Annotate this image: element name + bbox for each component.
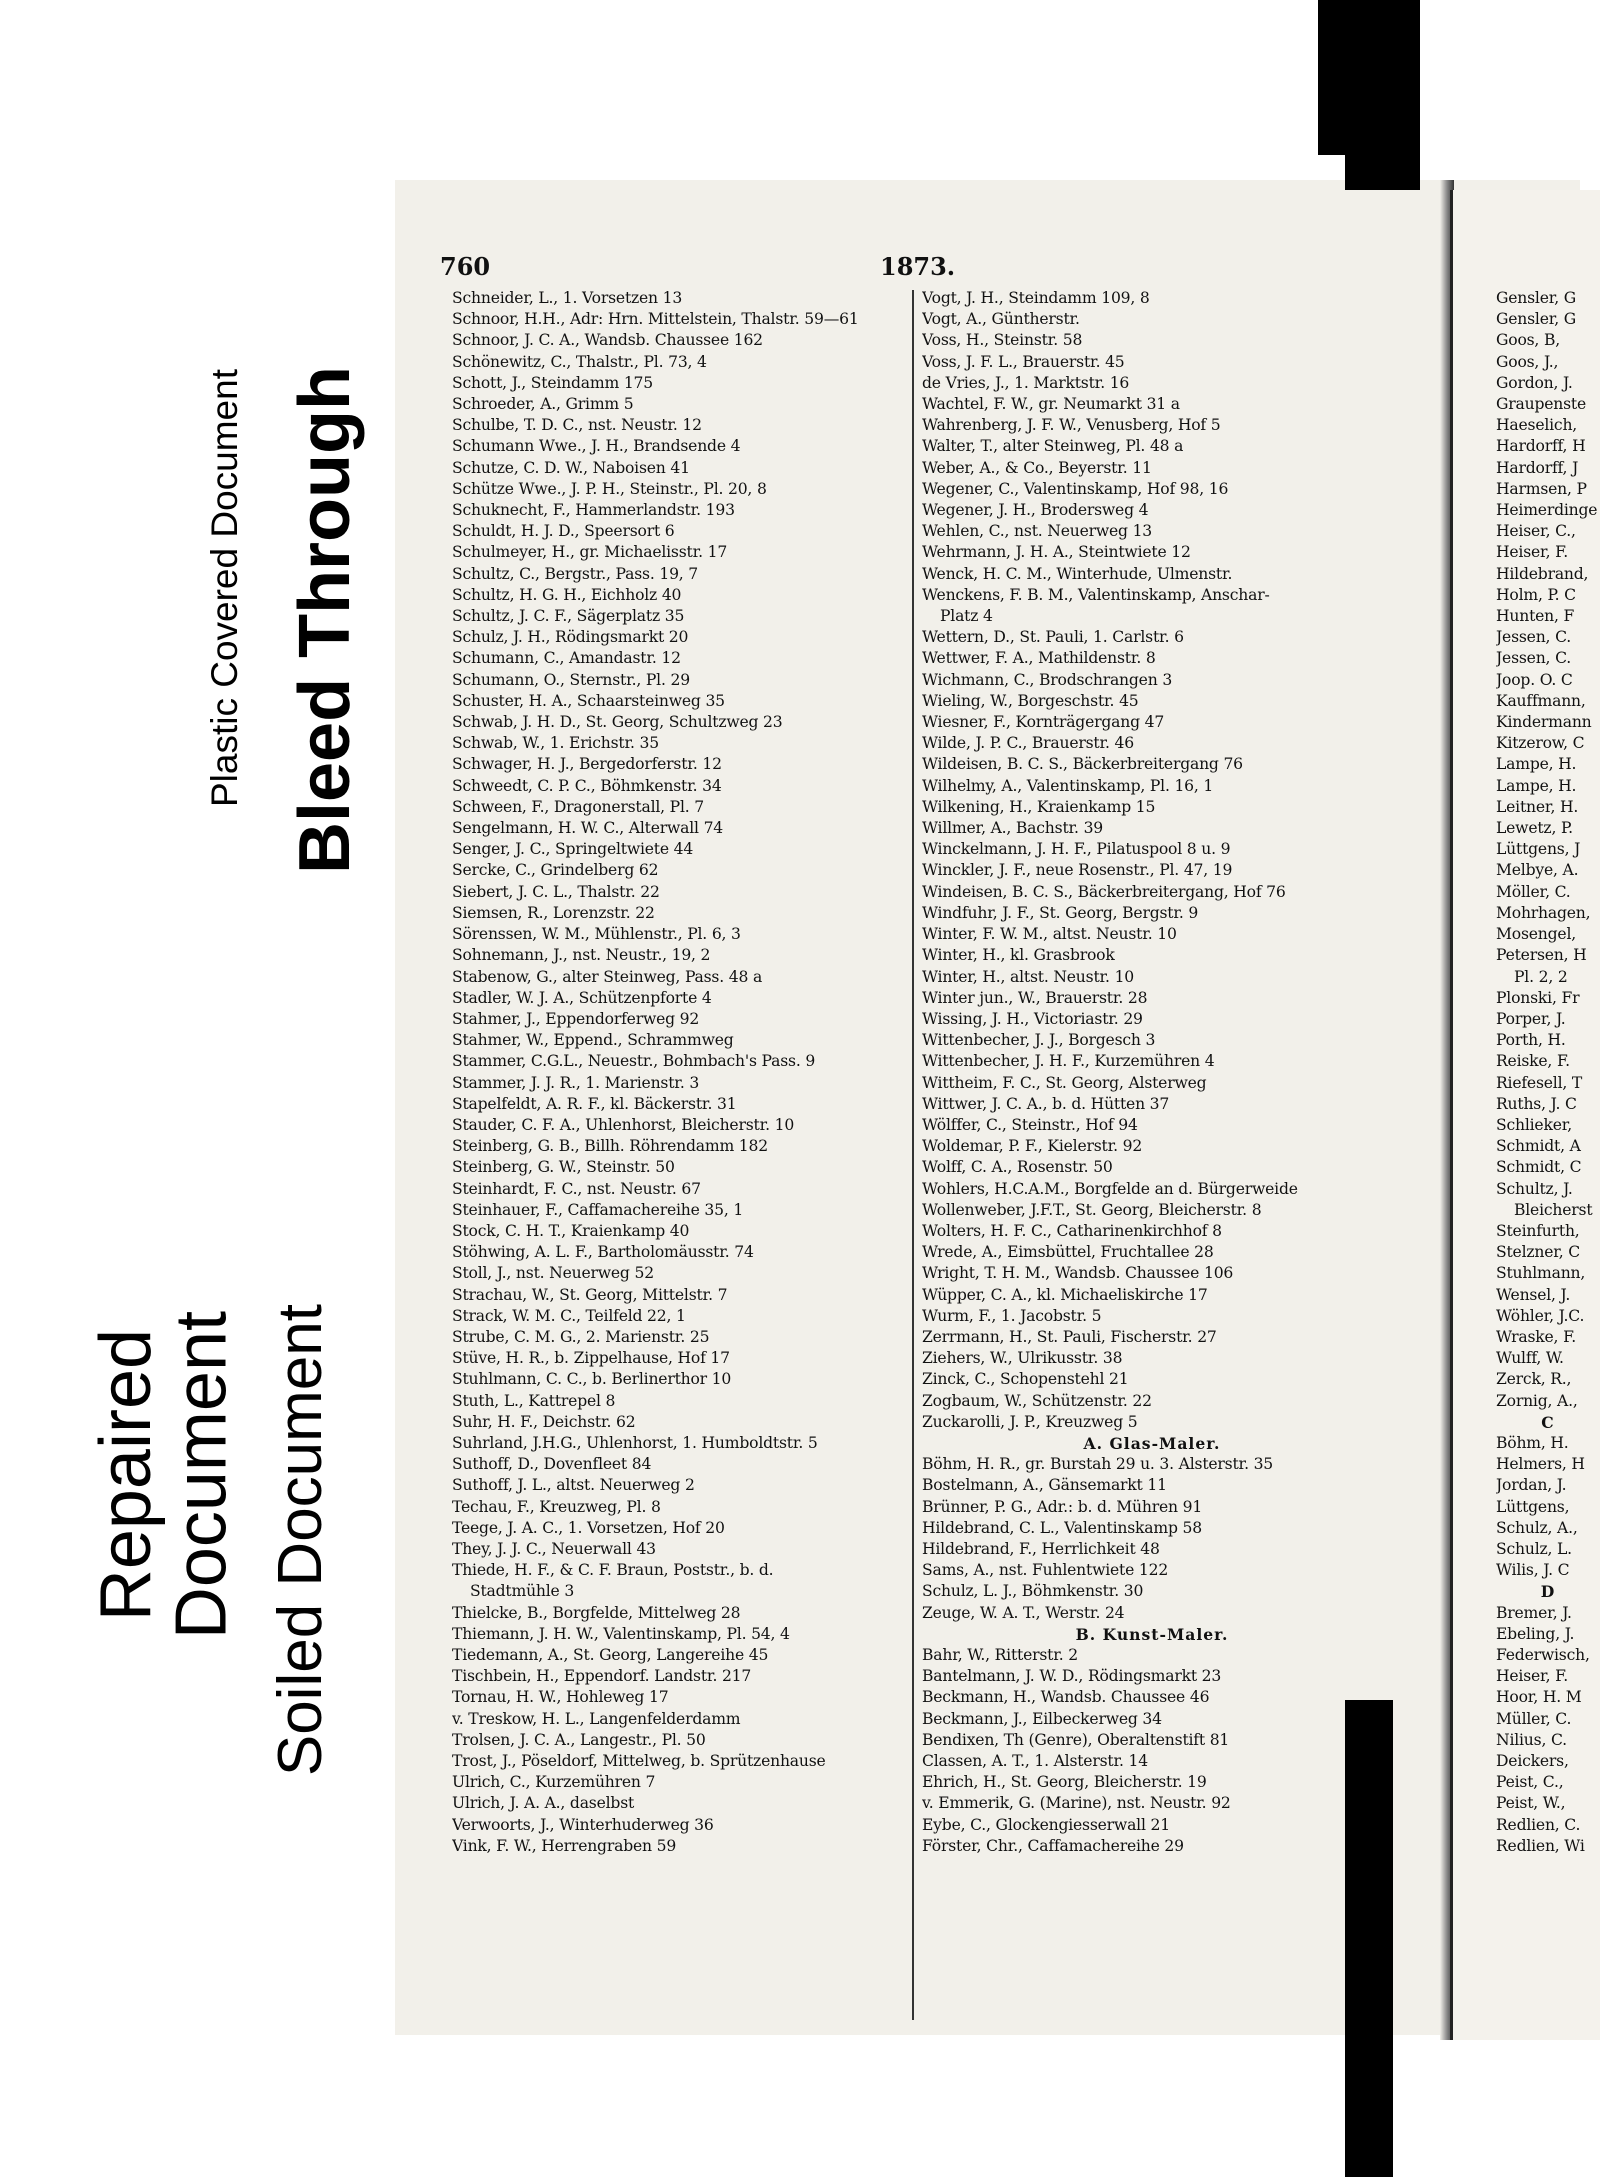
directory-entry: Wulff, W. xyxy=(1496,1349,1564,1368)
directory-entry: Zornig, A., xyxy=(1496,1391,1578,1410)
directory-entry: Böhm, H. R., gr. Burstah 29 u. 3. Alsterstr. 35 xyxy=(922,1455,1274,1474)
directory-entry-continuation: Bleicherst xyxy=(1514,1200,1593,1219)
directory-entry: Ziehers, W., Ulrikusstr. 38 xyxy=(922,1349,1123,1368)
directory-entry: Stuth, L., Kattrepel 8 xyxy=(452,1391,616,1410)
directory-entry: Stammer, C.G.L., Neuestr., Bohmbach's Pass. 9 xyxy=(452,1052,816,1071)
directory-entry: Hildebrand, F., Herrlichkeit 48 xyxy=(922,1539,1160,1558)
directory-entry: Zogbaum, W., Schützenstr. 22 xyxy=(922,1391,1152,1410)
directory-entry: Trolsen, J. C. A., Langestr., Pl. 50 xyxy=(452,1730,706,1749)
directory-entry-continuation: Stadtmühle 3 xyxy=(470,1582,575,1601)
directory-entry: Suhr, H. F., Deichstr. 62 xyxy=(452,1412,636,1431)
directory-entry: Schütze Wwe., J. P. H., Steinstr., Pl. 20, 8 xyxy=(452,479,767,498)
directory-entry: Stelzner, C xyxy=(1496,1243,1581,1262)
label-repaired-line2: Document xyxy=(162,1310,242,1640)
directory-entry: Redlien, C. xyxy=(1496,1815,1581,1834)
directory-entry: Stöhwing, A. L. F., Bartholomäusstr. 74 xyxy=(452,1243,754,1262)
directory-entry: Zuckarolli, J. P., Kreuzweg 5 xyxy=(922,1412,1138,1431)
directory-entry: Sercke, C., Grindelberg 62 xyxy=(452,861,659,880)
directory-entry: Wrede, A., Eimsbüttel, Fruchtallee 28 xyxy=(922,1243,1214,1262)
directory-entry: Wettern, D., St. Pauli, 1. Carlstr. 6 xyxy=(922,628,1184,647)
directory-entry: Stammer, J. J. R., 1. Marienstr. 3 xyxy=(452,1073,700,1092)
directory-entry: Wachtel, F. W., gr. Neumarkt 31 a xyxy=(922,395,1180,414)
directory-entry: Schlieker, xyxy=(1496,1115,1573,1134)
directory-entry: Wieling, W., Borgeschstr. 45 xyxy=(922,691,1139,710)
page-header xyxy=(440,252,1320,284)
directory-entry: Heimerdinge xyxy=(1496,501,1598,520)
directory-entry: Heiser, C., xyxy=(1496,522,1576,541)
directory-entry: Stuhlmann, C. C., b. Berlinerthor 10 xyxy=(452,1370,732,1389)
directory-entry: Leitner, H. xyxy=(1496,797,1579,816)
directory-entry: Winckler, J. F., neue Rosenstr., Pl. 47, 19 xyxy=(922,861,1233,880)
section-heading: C xyxy=(1541,1412,1555,1432)
directory-entry: Wegener, J. H., Brodersweg 4 xyxy=(922,501,1149,520)
directory-entry: Schuldt, H. J. D., Speersort 6 xyxy=(452,522,675,541)
directory-entry: Kauffmann, xyxy=(1496,691,1586,710)
directory-entry: Steinhardt, F. C., nst. Neustr. 67 xyxy=(452,1179,701,1198)
directory-entry: Joop. O. C xyxy=(1496,670,1573,689)
directory-entry: Senger, J. C., Springeltwiete 44 xyxy=(452,840,694,859)
directory-entry: Stabenow, G., alter Steinweg, Pass. 48 a xyxy=(452,967,763,986)
directory-entry: Wolff, C. A., Rosenstr. 50 xyxy=(922,1158,1113,1177)
directory-entry: Schumann, C., Amandastr. 12 xyxy=(452,649,681,668)
directory-entry: Siebert, J. C. L., Thalstr. 22 xyxy=(452,882,660,901)
directory-entry: Mosengel, xyxy=(1496,925,1576,944)
directory-entry: Ebeling, J. xyxy=(1496,1624,1575,1643)
scan-bar-right-top xyxy=(1345,0,1420,190)
directory-entry: Wichmann, C., Brodschrangen 3 xyxy=(922,670,1173,689)
directory-entry: Hildebrand, C. L., Valentinskamp 58 xyxy=(922,1518,1202,1537)
directory-entry: Zerck, R., xyxy=(1496,1370,1572,1389)
directory-entry: Bendixen, Th (Genre), Oberaltenstift 81 xyxy=(922,1730,1230,1749)
directory-entry: Schumann, O., Sternstr., Pl. 29 xyxy=(452,670,690,689)
directory-entry: Wilde, J. P. C., Brauerstr. 46 xyxy=(922,734,1134,753)
directory-entry: Tiedemann, A., St. Georg, Langereihe 45 xyxy=(452,1646,769,1664)
directory-entry: Winter, H., kl. Grasbrook xyxy=(922,946,1115,965)
directory-entry: Suthoff, D., Dovenfleet 84 xyxy=(452,1455,652,1474)
directory-entry: Teege, J. A. C., 1. Vorsetzen, Hof 20 xyxy=(452,1518,725,1537)
directory-entry: Thiemann, J. H. W., Valentinskamp, Pl. 54, 4 xyxy=(452,1624,790,1643)
directory-entry: Lampe, H. xyxy=(1496,776,1577,795)
directory-entry: Schweedt, C. P. C., Böhmkenstr. 34 xyxy=(452,776,722,795)
directory-entry: Schroeder, A., Grimm 5 xyxy=(452,395,634,414)
directory-entry: Wiesner, F., Kornträgergang 47 xyxy=(922,713,1165,732)
directory-entry: Hardorff, J xyxy=(1496,458,1579,477)
directory-entry: Schulmeyer, H., gr. Michaelisstr. 17 xyxy=(452,543,728,562)
directory-entry: Stahmer, W., Eppend., Schrammweg xyxy=(452,1031,734,1050)
directory-entry: Brünner, P. G., Adr.: b. d. Mühren 91 xyxy=(922,1497,1203,1516)
label-bleed-text: Bleed Through xyxy=(285,366,365,874)
directory-entry: Schott, J., Steindamm 175 xyxy=(452,373,653,392)
directory-entry: Bahr, W., Ritterstr. 2 xyxy=(922,1646,1079,1664)
directory-entry: Schulz, J. H., Rödingsmarkt 20 xyxy=(452,628,689,647)
directory-entry: Stüve, H. R., b. Zippelhause, Hof 17 xyxy=(452,1349,730,1368)
directory-entry: Mohrhagen, xyxy=(1496,903,1591,922)
directory-entry: Wilis, J. C xyxy=(1496,1561,1570,1580)
directory-entry: Schwager, H. J., Bergedorferstr. 12 xyxy=(452,755,722,774)
directory-entry: Lewetz, P. xyxy=(1496,819,1573,838)
directory-entry: Jordan, J. xyxy=(1496,1476,1567,1495)
directory-entry: Winter, H., altst. Neustr. 10 xyxy=(922,967,1135,986)
directory-entry: Schmidt, A xyxy=(1496,1137,1581,1156)
directory-entry: Helmers, H xyxy=(1496,1455,1585,1474)
directory-entry: Steinberg, G. B., Billh. Röhrendamm 182 xyxy=(452,1137,768,1156)
directory-entry: Bantelmann, J. W. D., Rödingsmarkt 23 xyxy=(922,1667,1222,1686)
directory-entry: Wahrenberg, J. F. W., Venusberg, Hof 5 xyxy=(922,416,1221,435)
section-heading: A. Glas-Maler. xyxy=(1083,1433,1221,1453)
directory-entry: Zerrmann, H., St. Pauli, Fischerstr. 27 xyxy=(922,1327,1217,1346)
directory-entry: Weber, A., & Co., Beyerstr. 11 xyxy=(922,458,1152,477)
directory-entry: Eybe, C., Glockengiesserwall 21 xyxy=(922,1815,1170,1834)
directory-entry: Wittheim, F. C., St. Georg, Alsterweg xyxy=(922,1073,1207,1092)
directory-entry: Strachau, W., St. Georg, Mittelstr. 7 xyxy=(452,1285,728,1304)
label-soiled-document xyxy=(250,1245,350,1835)
directory-entry: Schutze, C. D. W., Naboisen 41 xyxy=(452,458,690,477)
directory-entry: Steinberg, G. W., Steinstr. 50 xyxy=(452,1158,675,1177)
directory-entry: Wenckens, F. B. M., Valentinskamp, Anschar- xyxy=(922,585,1270,604)
directory-entry: Schultz, C., Bergstr., Pass. 19, 7 xyxy=(452,564,699,583)
directory-entry: Jessen, C. xyxy=(1496,628,1572,647)
directory-entry: Zinck, C., Schopenstehl 21 xyxy=(922,1370,1129,1389)
directory-entry: Lampe, H. xyxy=(1496,755,1577,774)
directory-entry: Steinhauer, F., Caffamachereihe 35, 1 xyxy=(452,1200,744,1219)
directory-entry: They, J. J. C., Neuerwall 43 xyxy=(452,1539,656,1558)
directory-entry: Wehrmann, J. H. A., Steintwiete 12 xyxy=(922,543,1191,562)
directory-entry: Wright, T. H. M., Wandsb. Chaussee 106 xyxy=(922,1264,1234,1283)
directory-entry: Hoor, H. M xyxy=(1496,1688,1582,1707)
directory-entry: Schuknecht, F., Hammerlandstr. 193 xyxy=(452,501,735,520)
directory-entry: Wöhler, J.C. xyxy=(1496,1306,1585,1325)
page-number: 760 xyxy=(440,252,491,281)
directory-entry: Bremer, J. xyxy=(1496,1603,1572,1622)
label-bleed-through xyxy=(270,330,380,910)
directory-entry: Voss, H., Steinstr. 58 xyxy=(922,331,1083,350)
directory-entry: Schuster, H. A., Schaarsteinweg 35 xyxy=(452,691,725,710)
directory-entry: Peist, W., xyxy=(1496,1794,1566,1813)
directory-entry: Winter, F. W. M., altst. Neustr. 10 xyxy=(922,925,1177,944)
directory-entry: Suhrland, J.H.G., Uhlenhorst, 1. Humboldtstr. 5 xyxy=(452,1433,818,1452)
directory-entry: Vogt, A., Güntherstr. xyxy=(922,310,1080,329)
directory-entry: Heiser, F. xyxy=(1496,1667,1569,1686)
directory-entry: Reiske, F. xyxy=(1496,1052,1570,1071)
directory-entry: Stock, C. H. T., Kraienkamp 40 xyxy=(452,1221,690,1240)
directory-entry: Schulz, L. xyxy=(1496,1539,1572,1558)
directory-entry: Federwisch, xyxy=(1496,1646,1590,1664)
directory-entry: Bostelmann, A., Gänsemarkt 11 xyxy=(922,1476,1167,1495)
directory-entry: Böhm, H. xyxy=(1496,1433,1569,1452)
directory-entry: Ulrich, J. A. A., daselbst xyxy=(452,1794,635,1813)
directory-entry: Sohnemann, J., nst. Neustr., 19, 2 xyxy=(452,946,711,965)
directory-entry: Gensler, G xyxy=(1496,310,1577,329)
directory-entry: Plonski, Fr xyxy=(1496,988,1580,1007)
directory-entry: Porth, H. xyxy=(1496,1031,1566,1050)
directory-entry: Wölffer, C., Steinstr., Hof 94 xyxy=(922,1115,1138,1134)
directory-entry: Techau, F., Kreuzweg, Pl. 8 xyxy=(452,1497,661,1516)
directory-entry: Kitzerow, C xyxy=(1496,734,1585,753)
directory-entry: Tornau, H. W., Hohleweg 17 xyxy=(452,1688,669,1707)
directory-entry: Jessen, C. xyxy=(1496,649,1572,668)
directory-entry: Stadler, W. J. A., Schützenpforte 4 xyxy=(452,988,712,1007)
directory-entry: Vink, F. W., Herrengraben 59 xyxy=(452,1836,677,1855)
section-heading: B. Kunst-Maler. xyxy=(1075,1624,1229,1644)
directory-entry: Petersen, H xyxy=(1496,946,1587,965)
directory-entry: Ehrich, H., St. Georg, Bleicherstr. 19 xyxy=(922,1773,1207,1792)
directory-entry: Schulbe, T. D. C., nst. Neustr. 12 xyxy=(452,416,702,435)
directory-entry: Gordon, J. xyxy=(1496,373,1573,392)
directory-entry: Heiser, F. xyxy=(1496,543,1569,562)
directory-entry: Redlien, Wi xyxy=(1496,1836,1585,1855)
directory-entry: Stahmer, J., Eppendorferweg 92 xyxy=(452,1009,700,1028)
directory-entry: Wensel, J. xyxy=(1496,1285,1571,1304)
directory-entry: Stuhlmann, xyxy=(1496,1264,1586,1283)
directory-entry-continuation: Platz 4 xyxy=(940,607,993,626)
directory-entry: Peist, C., xyxy=(1496,1773,1564,1792)
directory-entry: Wolters, H. F. C., Catharinenkirchhof 8 xyxy=(922,1221,1222,1240)
directory-entry: Graupenste xyxy=(1496,395,1587,414)
directory-entry: Sörenssen, W. M., Mühlenstr., Pl. 6, 3 xyxy=(452,925,741,944)
directory-entry: Windeisen, B. C. S., Bäckerbreitergang, Hof 76 xyxy=(922,882,1286,901)
directory-entry: Schnoor, H.H., Adr: Hrn. Mittelstein, Thalstr. 59—61 xyxy=(452,310,859,329)
directory-entry: de Vries, J., 1. Marktstr. 16 xyxy=(922,373,1130,392)
directory-entry: Hardorff, H xyxy=(1496,437,1586,456)
label-soiled-text: Soiled Document xyxy=(265,1303,335,1777)
directory-entry: Verwoorts, J., Winterhuderweg 36 xyxy=(452,1815,714,1834)
directory-entry: Ruths, J. C xyxy=(1496,1094,1577,1113)
directory-entry: Hildebrand, xyxy=(1496,564,1589,583)
directory-entry: Wissing, J. H., Victoriastr. 29 xyxy=(922,1009,1143,1028)
directory-entry: Windfuhr, J. F., St. Georg, Bergstr. 9 xyxy=(922,903,1199,922)
directory-entry: Lüttgens, J xyxy=(1496,840,1581,859)
directory-entry: Wüpper, C. A., kl. Michaeliskirche 17 xyxy=(922,1285,1208,1304)
directory-entry: Haeselich, xyxy=(1496,416,1578,435)
directory-entry: Beckmann, H., Wandsb. Chaussee 46 xyxy=(922,1688,1210,1707)
directory-entry: Sams, A., nst. Fuhlentwiete 122 xyxy=(922,1561,1169,1580)
directory-entry: Stapelfeldt, A. R. F., kl. Bäckerstr. 31 xyxy=(452,1094,737,1113)
directory-entry: Schwab, W., 1. Erichstr. 35 xyxy=(452,734,659,753)
directory-entry: Schmidt, C xyxy=(1496,1158,1582,1177)
directory-entry: Classen, A. T., 1. Alsterstr. 14 xyxy=(922,1752,1148,1771)
directory-entry: Wollenweber, J.F.T., St. Georg, Bleicherstr. 8 xyxy=(922,1200,1262,1219)
directory-entry: Porper, J. xyxy=(1496,1009,1566,1028)
directory-entry: Willmer, A., Bachstr. 39 xyxy=(922,819,1104,838)
label-repaired-text xyxy=(86,1310,242,1640)
directory-entry: Schwab, J. H. D., St. Georg, Schultzweg 23 xyxy=(452,713,783,732)
directory-entry: Beckmann, J., Eilbeckerweg 34 xyxy=(922,1709,1162,1728)
label-plastic-text: Plastic Covered Document xyxy=(204,368,245,808)
directory-entry: Schnoor, J. C. A., Wandsb. Chaussee 162 xyxy=(452,331,763,350)
directory-entry: Lüttgens, xyxy=(1496,1497,1570,1516)
directory-entry: Steinfurth, xyxy=(1496,1221,1580,1240)
directory-entry: Wurm, F., 1. Jacobstr. 5 xyxy=(922,1306,1102,1325)
directory-entry: Schönewitz, C., Thalstr., Pl. 73, 4 xyxy=(452,352,707,371)
directory-entry: Woldemar, P. F., Kielerstr. 92 xyxy=(922,1137,1143,1156)
directory-entry: Kindermann xyxy=(1496,713,1592,732)
directory-entry: Stauder, C. F. A., Uhlenhorst, Bleicherstr. 10 xyxy=(452,1115,795,1134)
label-repaired-line1: Repaired xyxy=(86,1328,167,1622)
directory-entry: Thielcke, B., Borgfelde, Mittelweg 28 xyxy=(452,1603,741,1622)
directory-entry: Wegener, C., Valentinskamp, Hof 98, 16 xyxy=(922,479,1229,498)
directory-entry: Voss, J. F. L., Brauerstr. 45 xyxy=(922,352,1125,371)
directory-entry: Suthoff, J. L., altst. Neuerweg 2 xyxy=(452,1476,695,1495)
directory-entry: Walter, T., alter Steinweg, Pl. 48 a xyxy=(922,437,1184,456)
directory-entry: Nilius, C. xyxy=(1496,1730,1567,1749)
directory-entry: Sengelmann, H. W. C., Alterwall 74 xyxy=(452,819,724,838)
directory-entry: Wraske, F. xyxy=(1496,1327,1577,1346)
directory-entry: v. Treskow, H. L., Langenfelderdamm xyxy=(452,1709,741,1728)
page-year: 1873. xyxy=(880,252,956,281)
directory-entry: Schultz, J. xyxy=(1496,1179,1573,1198)
directory-entry: Wittwer, J. C. A., b. d. Hütten 37 xyxy=(922,1094,1170,1113)
directory-entry: Tischbein, H., Eppendorf. Landstr. 217 xyxy=(452,1667,752,1686)
directory-entry-continuation: Pl. 2, 2 xyxy=(1514,967,1568,986)
directory-entry: Müller, C. xyxy=(1496,1709,1572,1728)
directory-column-2 xyxy=(922,288,1382,2023)
directory-entry: Holm, P. C xyxy=(1496,585,1576,604)
directory-entry: Förster, Chr., Caffamachereihe 29 xyxy=(922,1836,1184,1855)
label-plastic-covered xyxy=(180,278,270,898)
directory-entry: Schumann Wwe., J. H., Brandsende 4 xyxy=(452,437,741,456)
directory-entry: Gensler, G xyxy=(1496,289,1577,307)
directory-entry: Schneider, L., 1. Vorsetzen 13 xyxy=(452,289,683,307)
directory-entry: Stoll, J., nst. Neuerweg 52 xyxy=(452,1264,654,1283)
directory-entry: Schween, F., Dragonerstall, Pl. 7 xyxy=(452,797,704,816)
directory-entry: Winter jun., W., Brauerstr. 28 xyxy=(922,988,1148,1007)
directory-entry: Schulz, A., xyxy=(1496,1518,1578,1537)
directory-entry: Goos, J., xyxy=(1496,352,1559,371)
directory-entry: Deickers, xyxy=(1496,1752,1569,1771)
directory-entry: Wildeisen, B. C. S., Bäckerbreitergang 76 xyxy=(922,755,1243,774)
directory-entry: Wittenbecher, J. H. F., Kurzemühren 4 xyxy=(922,1052,1215,1071)
directory-entry: Schultz, J. C. F., Sägerplatz 35 xyxy=(452,607,685,626)
directory-entry: Riefesell, T xyxy=(1496,1073,1583,1092)
directory-entry: Melbye, A. xyxy=(1496,861,1579,880)
directory-entry: Winckelmann, J. H. F., Pilatuspool 8 u. 9 xyxy=(922,840,1231,859)
directory-entry: Siemsen, R., Lorenzstr. 22 xyxy=(452,903,655,922)
directory-entry: Strack, W. M. C., Teilfeld 22, 1 xyxy=(452,1306,686,1325)
directory-column-1 xyxy=(452,288,910,2023)
directory-column-3-facing xyxy=(1496,288,1600,2023)
directory-entry: Wohlers, H.C.A.M., Borgfelde an d. Bürgerweide xyxy=(922,1179,1298,1198)
directory-entry: Wittenbecher, J. J., Borgesch 3 xyxy=(922,1031,1156,1050)
label-repaired-document xyxy=(80,1245,250,1705)
directory-entry: Wilkening, H., Kraienkamp 15 xyxy=(922,797,1156,816)
directory-entry: Trost, J., Pöseldorf, Mittelweg, b. Sprützenhause xyxy=(452,1752,826,1771)
directory-entry: Schulz, L. J., Böhmkenstr. 30 xyxy=(922,1582,1144,1601)
directory-entry: Harmsen, P xyxy=(1496,479,1587,498)
directory-entry: Strube, C. M. G., 2. Marienstr. 25 xyxy=(452,1327,710,1346)
directory-entry: Möller, C. xyxy=(1496,882,1571,901)
directory-entry: Wehlen, C., nst. Neuerweg 13 xyxy=(922,522,1153,541)
column-divider xyxy=(912,290,914,2020)
directory-entry: Goos, B, xyxy=(1496,331,1560,350)
directory-entry: Ulrich, C., Kurzemühren 7 xyxy=(452,1773,656,1792)
directory-entry: Wenck, H. C. M., Winterhude, Ulmenstr. xyxy=(922,564,1233,583)
directory-entry: Zeuge, W. A. T., Werstr. 24 xyxy=(922,1603,1125,1622)
directory-entry: Hunten, F xyxy=(1496,607,1575,626)
directory-entry: Wilhelmy, A., Valentinskamp, Pl. 16, 1 xyxy=(922,776,1214,795)
directory-entry: v. Emmerik, G. (Marine), nst. Neustr. 92 xyxy=(922,1794,1231,1813)
directory-entry: Schultz, H. G. H., Eichholz 40 xyxy=(452,585,682,604)
directory-entry: Wettwer, F. A., Mathildenstr. 8 xyxy=(922,649,1156,668)
directory-entry: Thiede, H. F., & C. F. Braun, Poststr., b. d. xyxy=(452,1561,774,1580)
section-heading: D xyxy=(1540,1582,1556,1602)
directory-entry: Vogt, J. H., Steindamm 109, 8 xyxy=(922,289,1150,307)
